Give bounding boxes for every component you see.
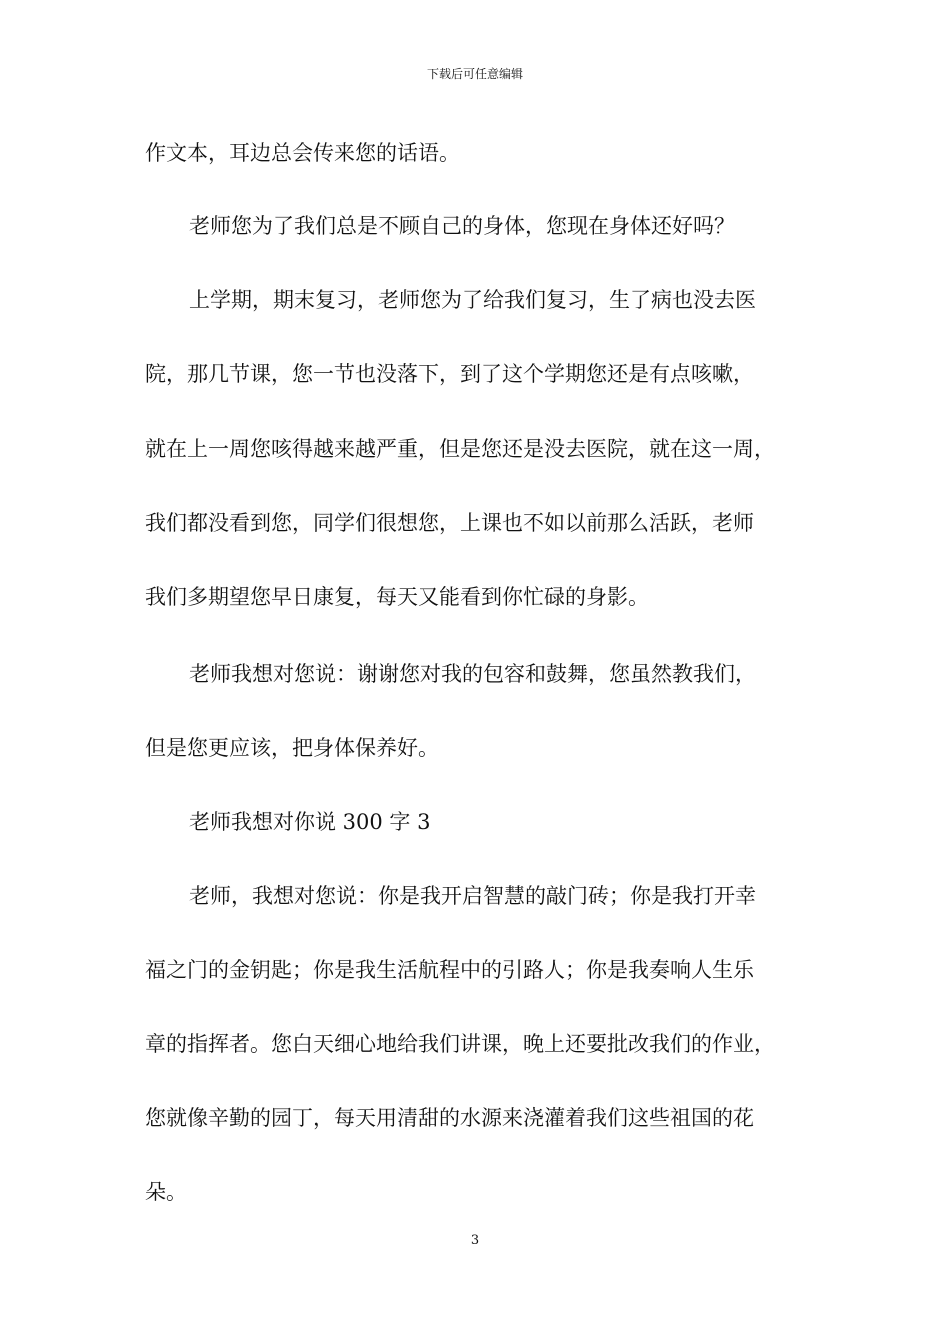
page-number: 3	[470, 1233, 480, 1248]
page-header: 下载后可任意编辑	[426, 67, 523, 81]
body-line-13: 章的指挥者。您白天细心地给我们讲课，晚上还要批改我们的作业，	[145, 1032, 775, 1056]
body-line-5: 就在上一周您咳得越来越严重，但是您还是没去医院，就在这一周，	[145, 437, 775, 461]
body-line-7: 我们多期望您早日康复，每天又能看到你忙碌的身影。	[145, 585, 649, 609]
body-line-14: 您就像辛勤的园丁，每天用清甜的水源来浇灌着我们这些祖国的花	[145, 1106, 754, 1130]
body-line-3: 上学期，期末复习，老师您为了给我们复习，生了病也没去医	[189, 288, 756, 312]
body-line-1: 作文本，耳边总会传来您的话语。	[145, 141, 460, 165]
body-line-2: 老师您为了我们总是不顾自己的身体，您现在身体还好吗？	[189, 214, 735, 238]
body-line-15: 朵。	[145, 1180, 187, 1204]
body-line-11: 老师，我想对您说：你是我开启智慧的敲门砖；你是我打开幸	[189, 884, 756, 908]
body-line-8: 老师我想对您说：谢谢您对我的包容和鼓舞，您虽然教我们，	[189, 662, 756, 686]
body-line-4: 院，那几节课，您一节也没落下，到了这个学期您还是有点咳嗽，	[145, 362, 754, 386]
body-line-9: 但是您更应该，把身体保养好。	[145, 736, 439, 760]
section-heading: 老师我想对你说 300 字 3	[189, 810, 431, 834]
body-line-12: 福之门的金钥匙；你是我生活航程中的引路人；你是我奏响人生乐	[145, 958, 754, 982]
body-line-6: 我们都没看到您，同学们很想您，上课也不如以前那么活跃，老师	[145, 511, 754, 535]
